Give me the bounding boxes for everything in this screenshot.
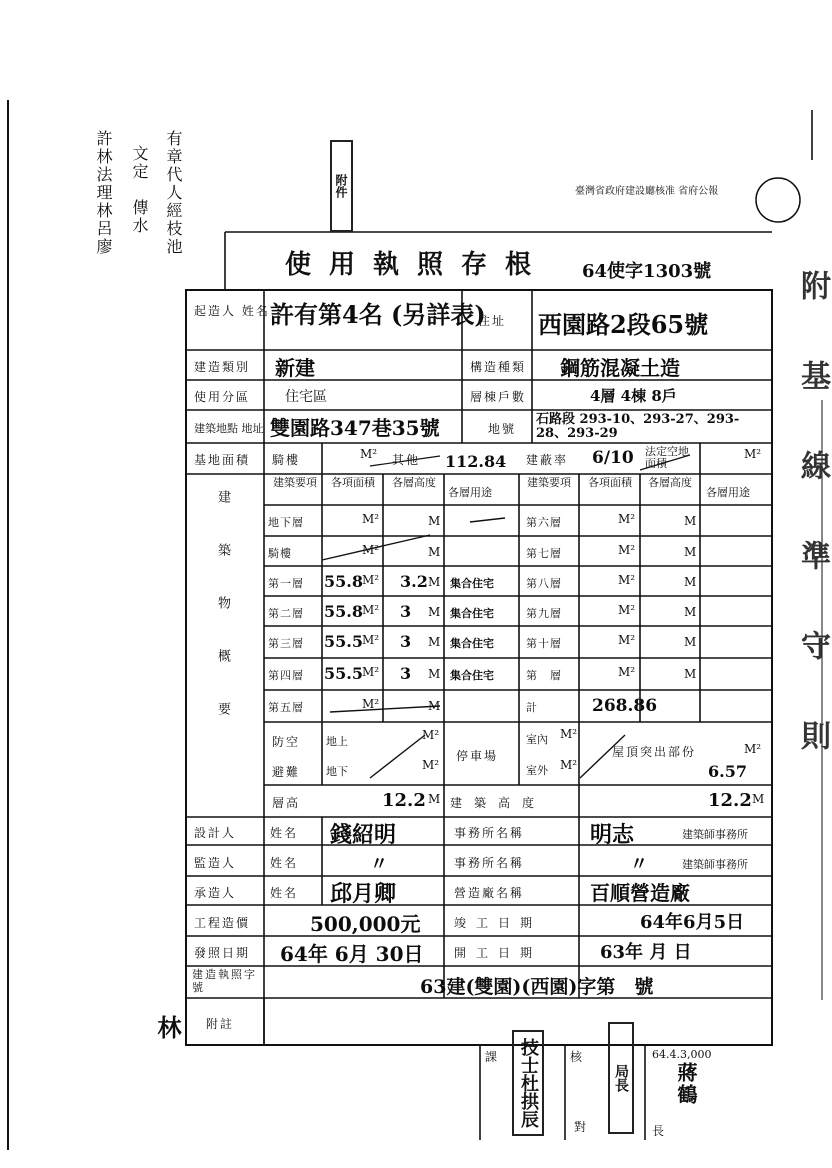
attachment-stamp: 附件 (330, 140, 353, 232)
building-height-label: 建築高度 (450, 796, 547, 810)
floor-height-unit-left: M (428, 575, 441, 589)
coverage-label: 建蔽率 (526, 453, 569, 467)
storey-height-label: 層高 (272, 796, 301, 810)
floor-name-right: 第七層 (526, 547, 562, 560)
building-section-label: 建築物概要 (215, 490, 230, 755)
margin-names-col2: 文定 傳水 (130, 145, 149, 235)
contractor-label: 承造人 (194, 886, 237, 900)
floor-name-left: 第二層 (268, 607, 304, 620)
floor-area-unit-left: M² (362, 543, 380, 557)
address-label: 住址 (478, 314, 507, 328)
shelter-below: 地下 (326, 765, 348, 778)
start-label: 開工日期 (454, 946, 543, 960)
floor-area-unit-right: M² (618, 543, 636, 557)
floor-name-left: 騎樓 (268, 547, 292, 560)
col-header-height-right: 各層高度 (648, 476, 692, 489)
page-title: 使用執照存根 (285, 250, 550, 280)
legal-open-label: 法定空地面積 (645, 445, 689, 470)
designer-office-suffix: 建築師事務所 (682, 828, 748, 841)
arcade-label: 騎樓 (272, 453, 301, 467)
outdoor-unit: M² (560, 758, 578, 772)
storey-height-unit: M (428, 792, 441, 806)
shelter-below-unit: M² (422, 758, 440, 772)
floor-height-unit-left: M (428, 605, 441, 619)
site-area-label: 基地面積 (194, 453, 251, 467)
supervisor-office-suffix: 建築師事務所 (682, 858, 748, 871)
supervisor-name-label: 姓名 (270, 856, 299, 870)
footer-label-b: 核 (570, 1050, 585, 1064)
use-zone-label: 使用分區 (194, 390, 251, 404)
floors-value: 4層 4棟 8戶 (590, 387, 677, 405)
technician-stamp: 技士杜拱辰 (512, 1030, 544, 1136)
roof-value: 6.57 (708, 762, 747, 781)
designer-name: 錢紹明 (330, 822, 397, 848)
floor-height-unit-left: M (428, 699, 441, 713)
col-header-area-right: 各項面積 (588, 476, 632, 489)
floor-name-right: 第十層 (526, 637, 562, 650)
designer-name-label: 姓名 (270, 826, 299, 840)
storey-height-value: 12.2 (382, 790, 426, 811)
col-header-item-left: 建築要項 (273, 476, 317, 489)
other-value: 112.84 (445, 452, 507, 471)
floor-name-right: 第 層 (526, 669, 562, 682)
issue-label: 發照日期 (194, 946, 251, 960)
site-value: 雙園路347巷35號 (270, 416, 440, 440)
floor-name-right: 第六層 (526, 516, 562, 529)
floor-name-left: 第四層 (268, 669, 304, 682)
shelter-above: 地上 (326, 735, 348, 748)
right-edge-text: 附基線準守則 (795, 270, 830, 810)
top-stamp-text: 臺灣省政府建設廳核准 省府公報 (575, 186, 719, 197)
contractor-firm: 百順營造廠 (590, 881, 690, 905)
floor-height-unit-right: M (684, 605, 697, 619)
permit-value: 63建(雙園)(西園)字第 號 (420, 976, 654, 998)
other-label: 其他 (392, 453, 421, 467)
designer-label: 設計人 (194, 826, 237, 840)
col-header-use-right: 各層用途 (706, 486, 750, 499)
floor-area-unit-left: M² (362, 665, 380, 679)
floor-area-unit-left: M² (362, 573, 380, 587)
start-value: 63年 月 日 (600, 942, 692, 963)
indoor-label: 室內 (526, 733, 548, 746)
site-label: 建築地點 地址 (194, 422, 264, 435)
floor-area-left: 55.8 (324, 572, 363, 591)
indoor-unit: M² (560, 727, 578, 741)
floor-use-left: 集合住宅 (450, 577, 494, 590)
floor-area-unit-right: M² (618, 665, 636, 679)
use-zone-value: 住宅區 (285, 389, 327, 405)
shelter-label-b: 避難 (272, 765, 301, 779)
contractor-firm-label: 營造廠名稱 (454, 886, 525, 900)
col-header-area-left: 各項面積 (331, 476, 375, 489)
applicant-value: 許有第4名 (另詳表) (270, 300, 486, 329)
floor-name-left: 地下層 (268, 516, 304, 529)
permit-number: 64使字1303號 (582, 261, 712, 282)
col-header-use-left: 各層用途 (448, 486, 492, 499)
print-code: 64.4.3,000 (652, 1048, 712, 1061)
contractor-name-label: 姓名 (270, 886, 299, 900)
floor-area-total: 268.86 (592, 696, 658, 716)
roof-label: 屋頂突出部份 (612, 745, 697, 759)
permit-label: 建造執照字號 (192, 968, 257, 994)
supervisor-office-label: 事務所名稱 (454, 856, 525, 870)
official-stamp: 蔣鶴 (674, 1062, 698, 1106)
supervisor-office: 〃 (630, 854, 648, 875)
issue-value: 64年 6月 30日 (280, 942, 424, 966)
floor-height-unit-left: M (428, 514, 441, 528)
floor-area-left: 55.5 (324, 632, 363, 651)
remarks-label: 附註 (206, 1017, 235, 1031)
chief-stamp: 局長 (608, 1022, 634, 1134)
floor-height-left: 3.2 (400, 572, 428, 591)
address-value: 西園路2段65號 (538, 310, 709, 339)
footer-label-c: 對 (574, 1120, 589, 1134)
col-header-height-left: 各層高度 (392, 476, 436, 489)
floor-area-left: 55.5 (324, 664, 363, 683)
floor-area-unit-left: M² (362, 603, 380, 617)
coverage-value: 6/10 (592, 448, 634, 468)
roof-unit: M² (744, 742, 762, 756)
floor-name-right: 計 (526, 701, 538, 714)
floor-height-unit-left: M (428, 635, 441, 649)
floor-area-unit-left: M² (362, 633, 380, 647)
floor-height-left: 3 (400, 602, 412, 621)
floor-area-unit-right: M² (618, 633, 636, 647)
floor-height-unit-right: M (684, 514, 697, 528)
floor-area-unit-right: M² (618, 512, 636, 526)
parking-label: 停車場 (456, 749, 499, 763)
floor-name-left: 第五層 (268, 701, 304, 714)
margin-names-col1: 許林法理林呂廖 (94, 130, 113, 256)
floor-use-left: 集合住宅 (450, 607, 494, 620)
applicant-label: 起造人 姓名 (194, 304, 270, 318)
designer-office: 明志 (590, 822, 635, 848)
floor-area-unit-left: M² (362, 697, 380, 711)
building-height-value: 12.2 (708, 790, 752, 811)
floor-area-unit-right: M² (618, 603, 636, 617)
designer-office-label: 事務所名稱 (454, 826, 525, 840)
floor-name-right: 第九層 (526, 607, 562, 620)
complete-label: 竣工日期 (454, 916, 543, 930)
floors-label: 層棟戶數 (470, 390, 527, 404)
shelter-label-a: 防空 (272, 735, 301, 749)
col-header-item-right: 建築要項 (527, 476, 571, 489)
floor-height-unit-left: M (428, 667, 441, 681)
building-height-unit: M (752, 792, 765, 806)
arcade-unit: M² (360, 447, 378, 461)
cost-label: 工程造價 (194, 916, 251, 930)
floor-use-left: 集合住宅 (450, 637, 494, 650)
floor-use-left: 集合住宅 (450, 669, 494, 682)
floor-height-unit-right: M (684, 575, 697, 589)
floor-name-left: 第一層 (268, 577, 304, 590)
structure-label: 構造種類 (470, 360, 527, 374)
floor-area-unit-right: M² (618, 573, 636, 587)
margin-annotation: 林 (153, 1015, 182, 1041)
footer-tail: 長 (652, 1124, 667, 1138)
floor-height-unit-right: M (684, 635, 697, 649)
building-type-label: 建造類別 (194, 360, 251, 374)
supervisor-label: 監造人 (194, 856, 237, 870)
floor-area-unit-left: M² (362, 512, 380, 526)
supervisor-name: 〃 (370, 854, 388, 875)
complete-value: 64年6月5日 (640, 912, 745, 933)
shelter-above-unit: M² (422, 728, 440, 742)
contractor-name: 邱月卿 (330, 881, 397, 907)
floor-height-left: 3 (400, 664, 412, 683)
building-type-value: 新建 (275, 356, 315, 380)
footer-label-a: 課 (485, 1050, 500, 1064)
floor-height-unit-left: M (428, 545, 441, 559)
floor-area-left: 55.8 (324, 602, 363, 621)
structure-value: 鋼筋混凝土造 (560, 356, 680, 380)
lot-label: 地號 (488, 422, 517, 436)
outdoor-label: 室外 (526, 764, 548, 777)
legal-open-unit: M² (744, 447, 762, 461)
margin-names-col3: 有章代人經枝池 (164, 130, 183, 256)
lot-value: 石路段 293-10、293-27、293-28、293-29 (536, 412, 740, 441)
floor-height-unit-right: M (684, 545, 697, 559)
floor-name-right: 第八層 (526, 577, 562, 590)
floor-name-left: 第三層 (268, 637, 304, 650)
cost-value: 500,000元 (310, 912, 421, 936)
floor-height-unit-right: M (684, 667, 697, 681)
floor-height-left: 3 (400, 632, 412, 651)
